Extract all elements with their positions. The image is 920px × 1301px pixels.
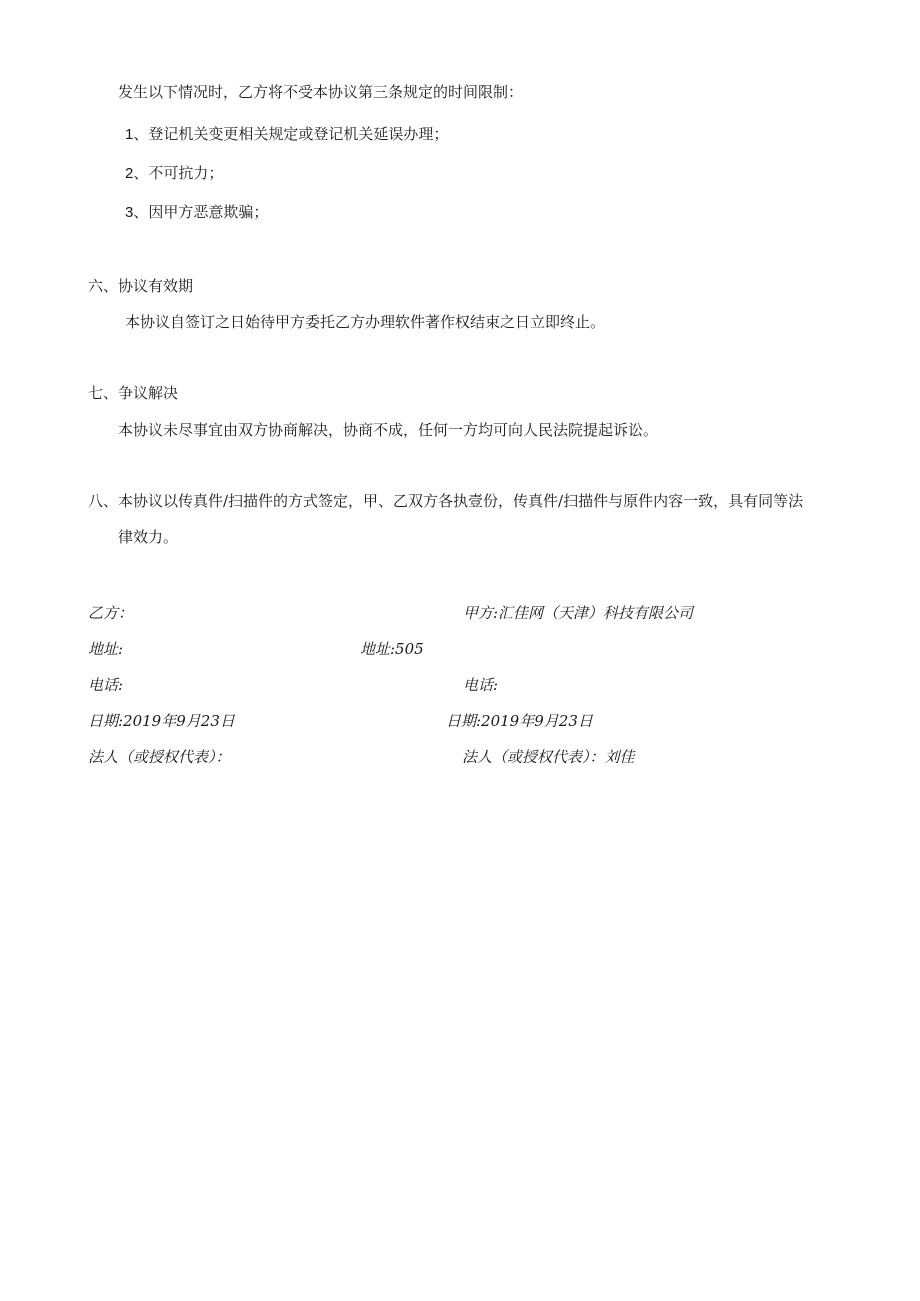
section-heading-dispute: 七、争议解决 <box>88 384 179 402</box>
legal-rep-a: 法人（或授权代表）：刘佳 <box>462 748 635 766</box>
list-item <box>125 202 268 223</box>
list-item-number: 2、 <box>125 165 149 182</box>
intro-text: 发生以下情况时，乙方将不受本协议第三条规定的时间限制： <box>118 83 524 101</box>
party-b-label: 乙方： <box>88 604 134 622</box>
address-a: 地址:505 <box>360 640 424 658</box>
list-item-text: 不可抗力； <box>148 164 224 182</box>
party-a-name: 甲方:汇佳网（天津）科技有限公司 <box>463 604 694 622</box>
list-item-text: 因甲方恶意欺骗； <box>148 203 269 221</box>
list-item-number: 3、 <box>125 204 149 221</box>
section-heading-validity: 六、协议有效期 <box>88 277 194 295</box>
section-8-line-2: 律效力。 <box>118 528 179 546</box>
phone-a-label: 电话: <box>463 676 499 694</box>
list-item <box>125 124 448 145</box>
date-a: 日期:2019年9月23日 <box>446 712 593 730</box>
list-item-number: 1、 <box>125 126 149 143</box>
list-item-text: 登记机关变更相关规定或登记机关延误办理； <box>148 125 449 143</box>
date-b: 日期:2019年9月23日 <box>88 712 235 730</box>
section-body-validity: 本协议自签订之日始待甲方委托乙方办理软件著作权结束之日立即终止。 <box>125 313 606 331</box>
section-body-dispute: 本协议未尽事宜由双方协商解决，协商不成，任何一方均可向人民法院提起诉讼。 <box>118 421 659 439</box>
section-8-line-1: 八、本协议以传真件/扫描件的方式签定，甲、乙双方各执壹份，传真件/扫描件与原件内容一致，具有同等法 <box>88 492 804 510</box>
phone-b-label: 电话: <box>88 676 124 694</box>
address-b-label: 地址: <box>88 640 124 658</box>
list-item <box>125 163 223 184</box>
legal-rep-b-label: 法人（或授权代表）： <box>88 748 231 766</box>
